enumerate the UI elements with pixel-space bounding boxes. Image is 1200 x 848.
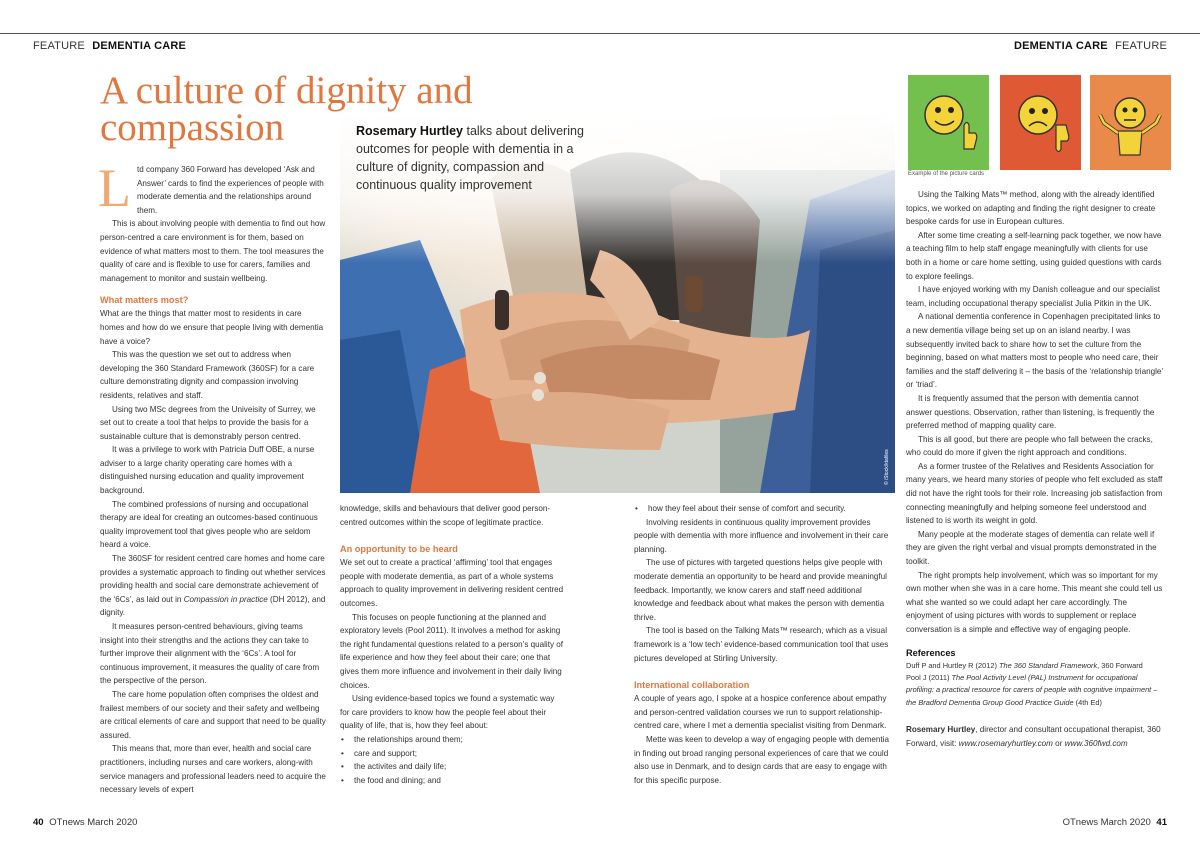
standfirst-text: talks about delivering outcomes for people with dementia in a culture of dignity, compassion and continuous quality improvement xyxy=(356,124,584,192)
topic-label: DEMENTIA CARE xyxy=(92,40,187,52)
bio-text: , director and consultant occupational therapist, 360 Forward, visit: xyxy=(906,725,1161,748)
picture-card-unsure xyxy=(1090,75,1171,170)
paragraph: It was a privilege to work with Patricia Duff OBE, a nurse adviser to a large charity operating care homes with a distinguished nursing education and quality improvement background. xyxy=(100,445,315,496)
bullet-list xyxy=(634,502,892,516)
paragraph: Using evidence-based topics we found a systematic way for care providers to know how the people feel about their quality of life, that is, how they feel about: xyxy=(340,694,555,731)
column-2 xyxy=(340,502,566,787)
picture-card-happy xyxy=(908,75,989,170)
title-line-1: A culture of dignity and xyxy=(100,69,473,112)
intro-paragraph xyxy=(98,158,326,218)
paragraph: What are the things that matter most to residents in care homes and how do we ensure that people living with dementia have a voice? xyxy=(100,309,324,346)
paragraph: knowledge, skills and behaviours that deliver good person-centred outcomes within the scope of legitimate practice. xyxy=(340,504,551,527)
footer-left xyxy=(33,817,137,828)
paragraph: A national dementia conference in Copenhagen precipitated links to a new dementia village being set up on an island nearby. I was subsequently invited back to share how to set the culture from the beginning, based on what matters most to people who need care, their families and the staff delivering it – the basis of the ‘relationship triangle’ or ‘triad’. xyxy=(906,312,1163,390)
text-run: (4th Ed) xyxy=(1073,697,1102,707)
author-bio xyxy=(906,723,1164,750)
paragraph: It is frequently assumed that the person with dementia cannot answer questions. Observation, rather than listening, is frequently the preferred method of mapping quality care. xyxy=(906,393,1155,431)
text-run: Pool J (2011) xyxy=(906,673,952,682)
page-number: 41 xyxy=(1156,817,1167,828)
bullet-list xyxy=(340,733,566,787)
paragraph: After some time creating a self-learning pack together, we now have a teaching film to help staff engage meaningfully with clients for use both in a home or care home setting, using guided questions with cards to explore feelings. xyxy=(906,230,1162,281)
website-link[interactable]: www.rosemaryhurtley.com xyxy=(958,738,1053,748)
subheading: What matters most? xyxy=(100,295,189,306)
paragraph: The use of pictures with targeted questions helps give people with moderate dementia an opportunity to be heard and provide meaningful feedback. Importantly, we know carers and staff need additional knowledge and feedback about what makes the person with dementia thrive. xyxy=(634,558,887,622)
paragraph xyxy=(100,552,326,620)
text-run: (DH 2012), and dignity. xyxy=(100,594,326,618)
topic-label: DEMENTIA CARE xyxy=(1013,40,1108,52)
paragraph: I have enjoyed working with my Danish colleague and our specialist team, including occupational therapy specialist Julia Pitkin in the UK. xyxy=(906,285,1161,308)
website-link[interactable]: www.360fwd.com xyxy=(1064,738,1128,748)
intro-text: td company 360 Forward has developed ‘Ask and Answer’ cards to find the experiences of people with moderate dementia and the relationships around them. xyxy=(137,165,324,215)
paragraph: The tool is based on the Talking Mats™ research, which as a visual framework is a ‘low tech’ evidence-based communication tool that uses pictures developed at Stirling University. xyxy=(634,626,889,663)
list-item: • the food and dining; and xyxy=(340,774,566,788)
paragraph: The combined professions of nursing and occupational therapy are ideal for creating an outcomes-based continuous quality improvement tool that gives people who are seldom heard a voice. xyxy=(100,499,318,550)
paragraph: This was the question we set out to address when developing the 360 Standard Framework (360SF) for a care culture demonstrating dignity and compassion involving residents, relatives and staff. xyxy=(100,350,315,400)
paragraph: Involving residents in continuous quality improvement provides people with dementia with more influence and involvement in their care planning. xyxy=(634,517,889,554)
paragraph: This is all good, but there are people who fall between the cracks, who could do more if given the right approach and conditions. xyxy=(906,434,1153,458)
paragraph: We set out to create a practical ‘affirming’ tool that engages people with moderate dementia, as part of a whole systems approach to quality improvement in delivering resident centred outcomes. xyxy=(340,558,564,608)
text-run: The 360SF for resident centred care homes and home care provides a systematic approach to finding out whether services providing health and social care demonstrate achievement of the ‘6Cs’, as laid out in xyxy=(100,554,326,604)
running-header-left xyxy=(33,40,186,52)
text-run: , 360 Forward xyxy=(1097,660,1143,670)
standfirst-author: Rosemary Hurtley xyxy=(356,124,463,138)
magazine-issue: OTnews March 2020 xyxy=(1062,817,1151,828)
column-1 xyxy=(98,158,326,797)
column-4 xyxy=(906,188,1164,750)
subheading: International collaboration xyxy=(634,680,750,691)
picture-card-sad xyxy=(1000,75,1081,170)
paragraph: Many people at the moderate stages of dementia can relate well if they are given the right verbal and visual prompts demonstrated in the toolkit. xyxy=(906,529,1157,567)
magazine-issue: OTnews March 2020 xyxy=(49,817,138,828)
page-number: 40 xyxy=(33,817,44,828)
italic-title: Compassion in practice xyxy=(183,594,268,604)
list-item: • care and support; xyxy=(340,747,566,761)
cards-caption: Example of the picture cards xyxy=(908,171,985,177)
footer-right xyxy=(1063,817,1167,828)
paragraph: This is about involving people with dementia to find out how person-centred a care environment is for them, based on evidence of what matters most to them. The tool measures the quality of care and is flexible to use for carers, families and management to monitor and sustain wellbeing. xyxy=(100,219,326,283)
standfirst xyxy=(356,122,588,194)
italic-title: The 360 Standard Framework xyxy=(998,660,1098,670)
list-item: • the activites and daily life; xyxy=(340,760,566,774)
section-label: FEATURE xyxy=(33,40,85,52)
header-rule xyxy=(0,33,1200,34)
paragraph: This focuses on people functioning at the planned and exploratory levels (Pool 2011). It involves a method for asking the right fundamental questions related to a person’s quality of life experience and how they feel about their care; one that gives them more influence and involvement in their daily living choices. xyxy=(340,612,564,690)
paragraph: This means that, more than ever, health and social care practitioners, including nurses and care workers, along-with service managers and professional leaders need to acquire the necessary levels of expert xyxy=(100,744,326,795)
bio-name: Rosemary Hurtley xyxy=(906,725,976,735)
references-heading: References xyxy=(906,647,956,658)
text-run: or xyxy=(1052,738,1065,748)
paragraph: Mette was keen to develop a way of engaging people with dementia in finding out broad ranging personal experiences of care that we could also use in Denmark, and to design cards that are easy to engage with for this specific purpose. xyxy=(634,734,889,785)
paragraph: It measures person-centred behaviours, giving teams insight into their strengths and the actions they can take to further improve their alignment with the ‘6Cs’. A tool for continuous improvement, it measures the quality of care from the perspective of the person. xyxy=(100,622,320,686)
reference-item xyxy=(906,660,1164,672)
reference-item xyxy=(906,672,1164,709)
text-run: Duff P and Hurtley R (2012) xyxy=(906,660,999,670)
drop-cap: L xyxy=(98,158,131,218)
paragraph: Using the Talking Mats™ method, along with the already identified topics, we worked on adapting and finding the right designer to create bespoke cards for use in European cultures. xyxy=(906,190,1156,227)
paragraph: A couple of years ago, I spoke at a hospice conference about empathy and person-centred validation courses we run to support relationship-centred care, where I met a dementia specialist visiting from Denmark. xyxy=(634,694,887,731)
references xyxy=(906,646,1164,710)
subheading: An opportunity to be heard xyxy=(340,544,458,555)
list-item: • how they feel about their sense of comfort and security. xyxy=(634,502,892,516)
paragraph: As a former trustee of the Relatives and Residents Association for many years, we heard many stories of people who felt excluded as staff did not have the right tools for their role. Increasing job satisfaction from connecting meaningfully and helping someone feel understood and listened to is worth its weight in gold. xyxy=(906,461,1163,526)
column-3 xyxy=(634,502,892,787)
list-item: • the relationships around them; xyxy=(340,733,566,747)
running-header-right xyxy=(1014,40,1167,52)
photo-credit: © iStock/ktafiles xyxy=(884,449,890,485)
section-label: FEATURE xyxy=(1115,40,1167,52)
title-line-2: compassion xyxy=(100,106,285,149)
paragraph: The care home population often comprises the oldest and frailest members of our society and their safety and wellbeing are critical elements of care and support that need to be quality assured. xyxy=(100,689,326,740)
italic-title: The Pool Activity Level (PAL) Instrument for occupational profiling: a practical resource for carers of people with cognitive impairment – the Bradford Dementia Group Good Practice Guide xyxy=(906,673,1158,707)
paragraph: Using two MSc degrees from the Univeisity of Surrey, we set out to create a tool that helps to provide the basis for a sustainable culture that is demonstrably person centred. xyxy=(100,404,316,441)
paragraph: The right prompts help involvement, which was so important for my own mother when she was in a care home. This meant she could tell us what she wanted so we could adapt her care accordingly. The enjoyment of using pictures with words to supplement or replace conversation is a simple and effective way of engaging people. xyxy=(906,570,1163,634)
